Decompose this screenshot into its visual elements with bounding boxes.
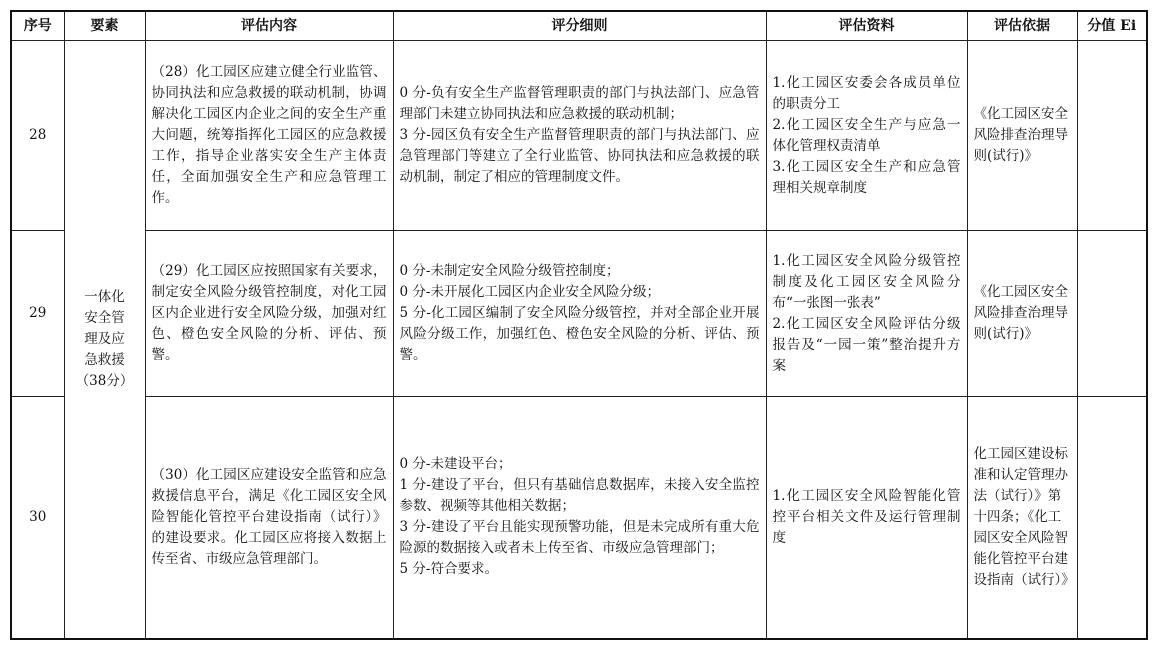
material-item: 1.化工园区安全风险智能化管控平台相关文件及运行管理制度 [772, 487, 961, 546]
material-item: 2.化工园区安全生产与应急一体化管理权责清单 [772, 116, 961, 154]
criteria-item: 0 分-未开展化工园区内企业安全风险分级； [399, 284, 660, 300]
assessment-content: （29）化工园区应按照国家有关要求，制定安全风险分级管控制度，对化工园区内企业进行安全风险分级，加强对红色、橙色安全风险的分析、评估、预警。 [145, 231, 393, 397]
score-cell [1077, 231, 1147, 397]
element-line: 急救援 [84, 351, 125, 368]
scoring-criteria [393, 397, 766, 639]
score-cell [1077, 397, 1147, 639]
assessment-basis: 《化工园区安全风险排查治理导则(试行)》 [967, 41, 1077, 231]
criteria-item: 0 分-负有安全生产监督管理职责的部门与执法部门、应急管理部门未建立协同执法和应急救援的联动机制； [399, 85, 760, 122]
element-line: 安全管 [84, 309, 125, 326]
assessment-table-wrapper [10, 10, 1148, 640]
assessment-content: （30）化工园区应建设安全监管和应急救援信息平台，满足《化工园区安全风险智能化管控平台建设指南（试行）》的建设要求。化工园区应将接入数据上传至省、市级应急管理部门。 [145, 397, 393, 639]
assessment-materials [766, 397, 967, 639]
scoring-criteria [393, 231, 766, 397]
row-seq: 28 [11, 41, 64, 231]
material-item: 1.化工园区安委会各成员单位的职责分工 [772, 74, 961, 112]
assessment-basis: 化工园区建设标准和认定管理办法（试行）》第十四条；《化工园区安全风险智能化管控平台建设指南（试行）》 [967, 397, 1077, 639]
assessment-table [10, 10, 1148, 640]
criteria-item: 5 分-符合要求。 [399, 561, 498, 578]
criteria-item: 3 分-建设了平台且能实现预警功能，但是未完成所有重大危险源的数据接入或者未上传至省、市级应急管理部门； [399, 519, 760, 557]
criteria-item: 3 分-园区负有安全生产监督管理职责的部门与执法部门、应急管理部门等建立了全行业监管、协同执法和应急救援的联动机制，制定了相应的管理制度文件。 [399, 127, 760, 185]
table-row [11, 397, 1147, 639]
material-item: 1.化工园区安全风险分级管控制度及化工园区安全风险分布“一张图一张表” [772, 252, 961, 311]
element-group-cell [64, 41, 145, 639]
table-header-row [11, 11, 1147, 41]
assessment-basis: 《化工园区安全风险排查治理导则(试行)》 [967, 231, 1077, 397]
assessment-materials [766, 231, 967, 397]
assessment-materials [766, 41, 967, 231]
criteria-item: 1 分-建设了平台，但只有基础信息数据库，未接入安全监控参数、视频等其他相关数据； [399, 477, 760, 515]
header-score: 分值 Ei [1077, 11, 1147, 41]
header-seq: 序号 [11, 11, 64, 41]
header-criteria: 评分细则 [393, 11, 766, 41]
material-item: 3.化工园区安全生产和应急管理相关规章制度 [772, 158, 961, 196]
criteria-item: 0 分-未建设平台； [399, 456, 512, 473]
scoring-criteria [393, 41, 766, 231]
header-basis: 评估依据 [967, 11, 1077, 41]
assessment-content: （28）化工园区应建立健全行业监管、协同执法和应急救援的联动机制，协调解决化工园区内企业之间的安全生产重大问题，统筹指挥化工园区的应急救援工作，指导企业落实安全生产主体责任，全面加强安全生产和应急管理工作。 [145, 41, 393, 231]
row-seq: 30 [11, 397, 64, 639]
element-line: 理及应 [84, 330, 125, 347]
criteria-item: 5 分-化工园区编制了安全风险分级管控，并对全部企业开展风险分级工作，加强红色、橙色安全风险的分析、评估、预警。 [399, 305, 760, 363]
header-materials: 评估资料 [766, 11, 967, 41]
header-element: 要素 [64, 11, 145, 41]
header-content: 评估内容 [145, 11, 393, 41]
score-cell [1077, 41, 1147, 231]
row-seq: 29 [11, 231, 64, 397]
element-line: （38分） [75, 372, 134, 389]
table-row [11, 231, 1147, 397]
criteria-item: 0 分-未制定安全风险分级管控制度； [399, 263, 620, 279]
element-line: 一体化 [84, 288, 125, 305]
material-item: 2.化工园区安全风险评估分级报告及“一园一策”整治提升方案 [772, 315, 961, 374]
table-row [11, 41, 1147, 231]
